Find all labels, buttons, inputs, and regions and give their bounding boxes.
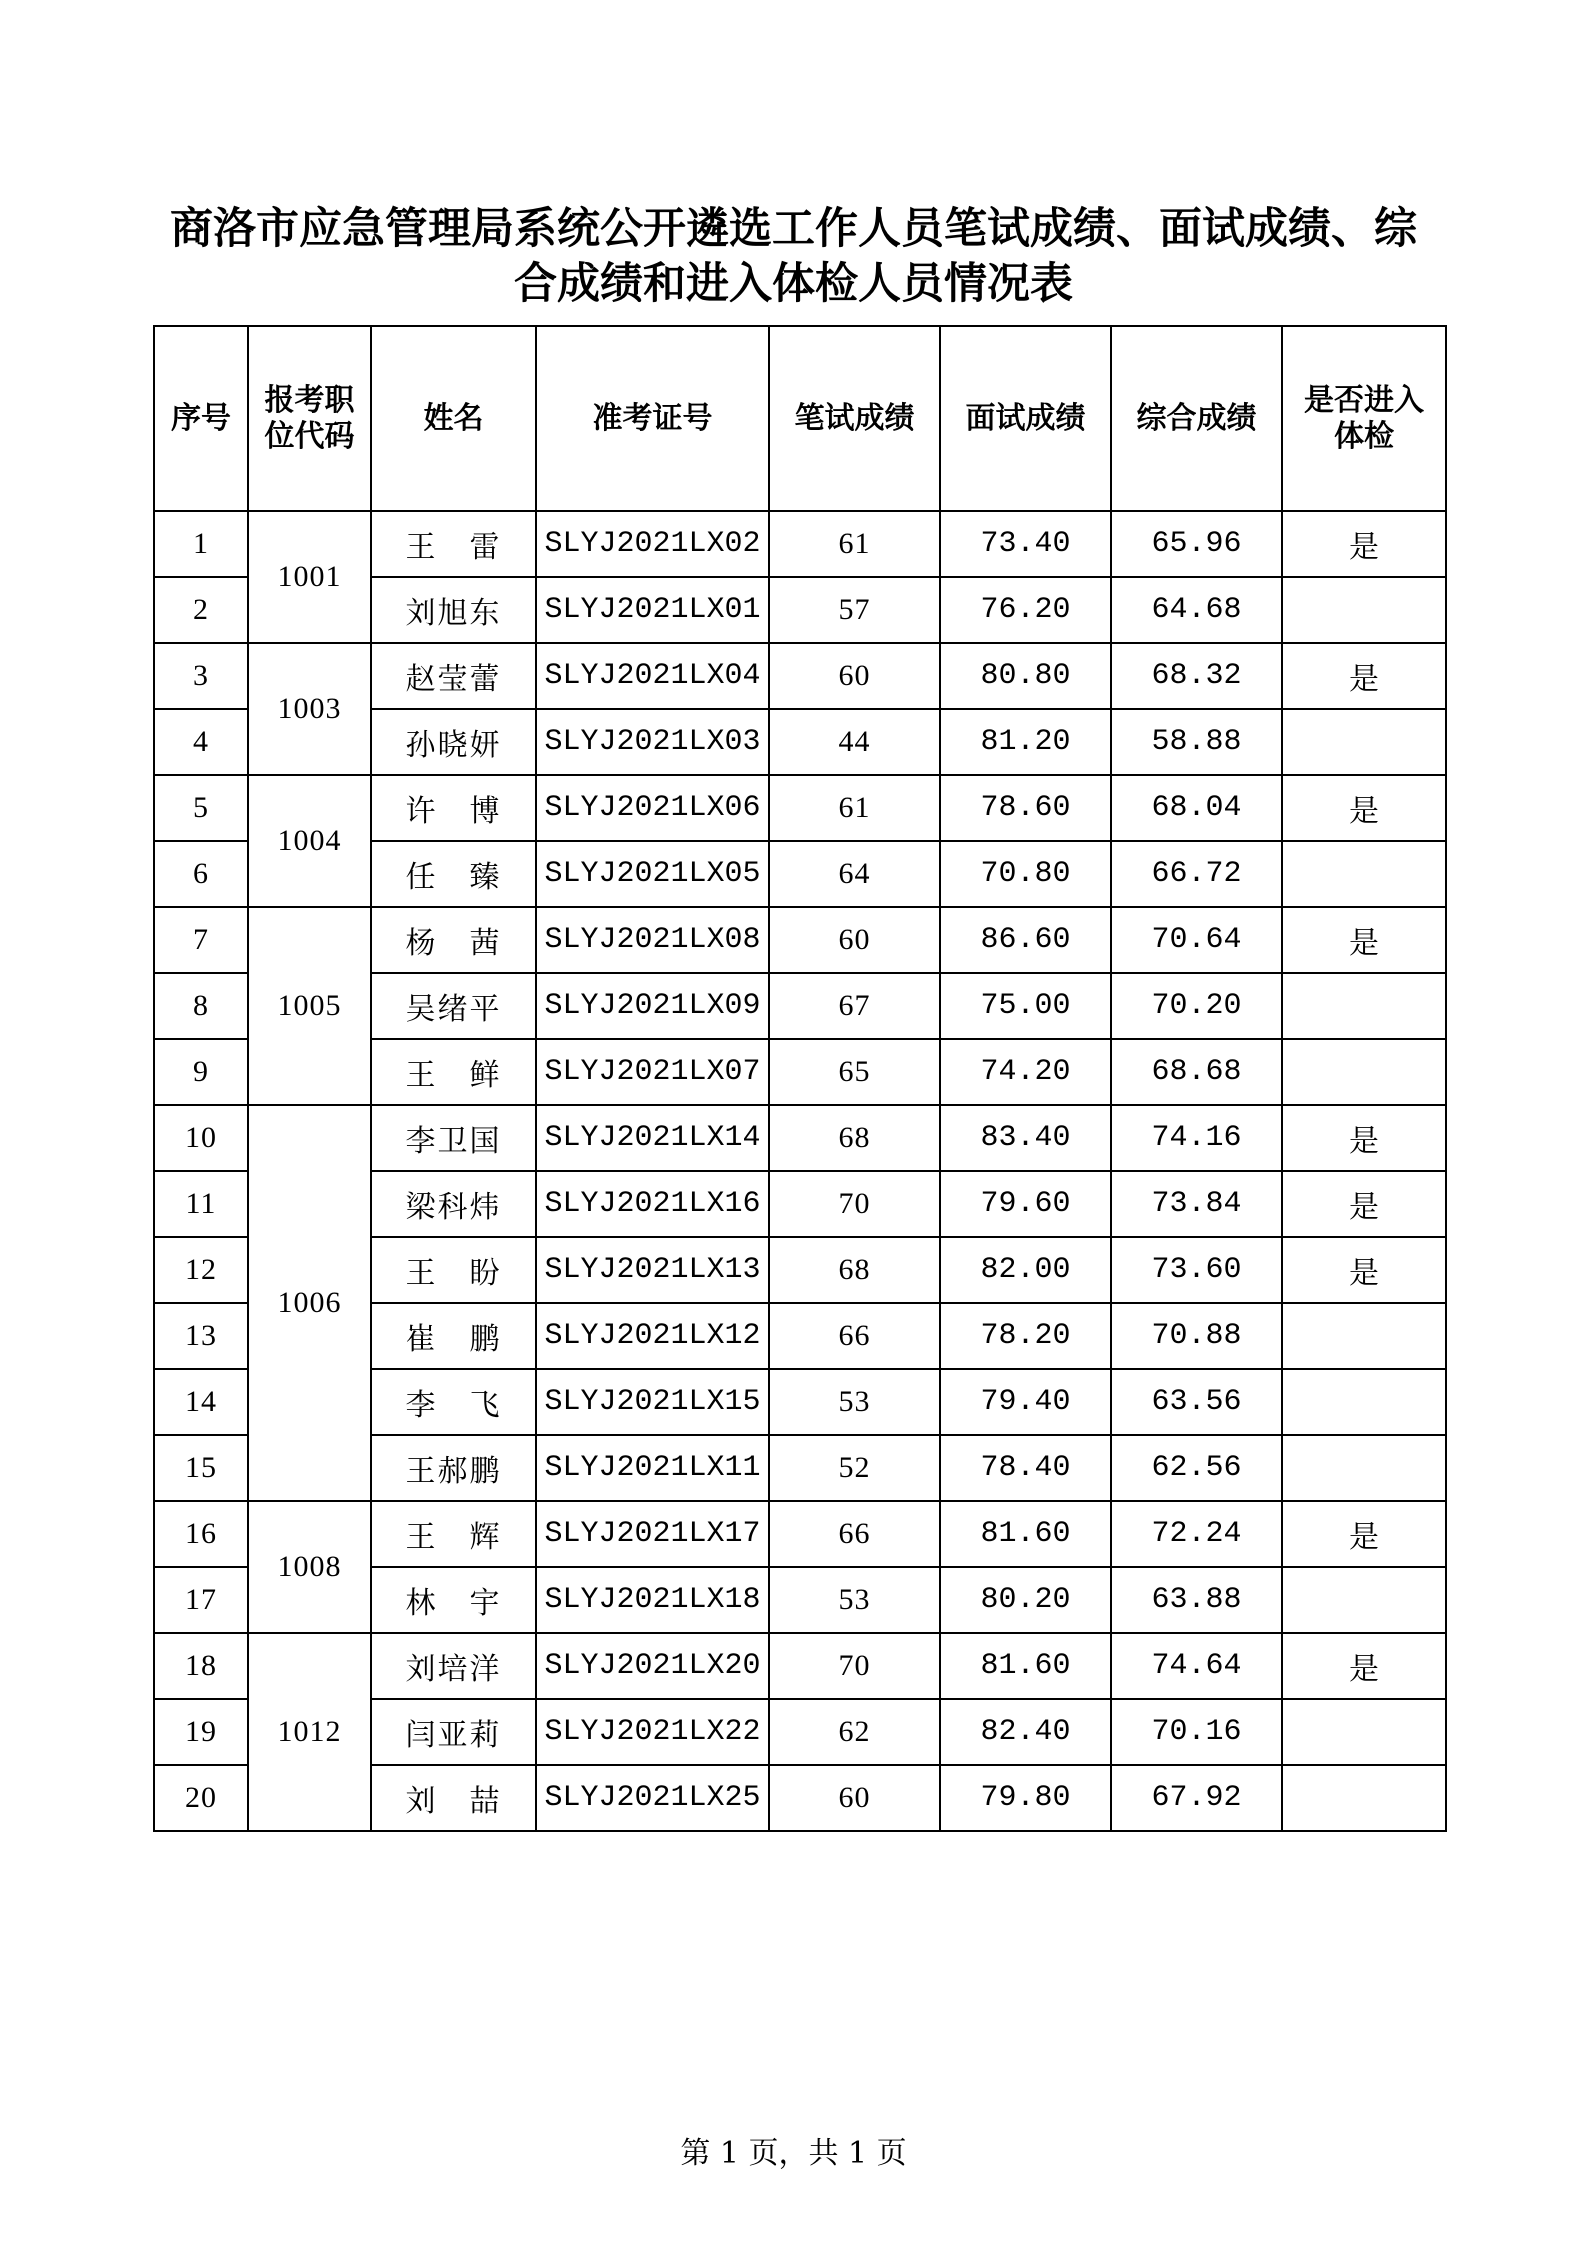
cell-written-score: 44 — [769, 709, 940, 775]
cell-name: 梁科炜 — [371, 1171, 536, 1237]
cell-physical-exam: 是 — [1282, 1633, 1446, 1699]
cell-ticket: SLYJ2021LX03 — [536, 709, 769, 775]
cell-ticket: SLYJ2021LX25 — [536, 1765, 769, 1831]
cell-written-score: 66 — [769, 1501, 940, 1567]
cell-seq: 14 — [154, 1369, 248, 1435]
cell-name: 王郝鹏 — [371, 1435, 536, 1501]
cell-ticket: SLYJ2021LX15 — [536, 1369, 769, 1435]
cell-seq: 15 — [154, 1435, 248, 1501]
cell-written-score: 70 — [769, 1633, 940, 1699]
cell-name: 刘培洋 — [371, 1633, 536, 1699]
score-table — [153, 325, 1447, 1832]
cell-physical-exam — [1282, 973, 1446, 1039]
header-row — [154, 326, 1446, 511]
cell-seq: 7 — [154, 907, 248, 973]
cell-total-score: 70.64 — [1111, 907, 1282, 973]
cell-total-score: 74.16 — [1111, 1105, 1282, 1171]
cell-total-score: 68.32 — [1111, 643, 1282, 709]
cell-written-score: 53 — [769, 1369, 940, 1435]
cell-name: 崔 鹏 — [371, 1303, 536, 1369]
cell-written-score: 53 — [769, 1567, 940, 1633]
cell-physical-exam — [1282, 1369, 1446, 1435]
cell-physical-exam: 是 — [1282, 775, 1446, 841]
table-row — [154, 907, 1446, 973]
cell-interview-score: 75.00 — [940, 973, 1111, 1039]
cell-seq: 1 — [154, 511, 248, 577]
cell-written-score: 67 — [769, 973, 940, 1039]
table-row — [154, 643, 1446, 709]
cell-seq: 18 — [154, 1633, 248, 1699]
header-position-code: 报考职位代码 — [248, 326, 371, 511]
cell-name: 王 辉 — [371, 1501, 536, 1567]
cell-ticket: SLYJ2021LX14 — [536, 1105, 769, 1171]
cell-interview-score: 80.20 — [940, 1567, 1111, 1633]
cell-written-score: 60 — [769, 1765, 940, 1831]
cell-interview-score: 82.40 — [940, 1699, 1111, 1765]
cell-name: 刘旭东 — [371, 577, 536, 643]
cell-name: 李卫国 — [371, 1105, 536, 1171]
cell-physical-exam — [1282, 1699, 1446, 1765]
cell-interview-score: 79.40 — [940, 1369, 1111, 1435]
cell-total-score: 62.56 — [1111, 1435, 1282, 1501]
cell-physical-exam — [1282, 1765, 1446, 1831]
header-interview-score: 面试成绩 — [940, 326, 1111, 511]
cell-interview-score: 81.60 — [940, 1633, 1111, 1699]
cell-name: 孙晓妍 — [371, 709, 536, 775]
cell-physical-exam — [1282, 1567, 1446, 1633]
cell-total-score: 68.68 — [1111, 1039, 1282, 1105]
cell-total-score: 70.20 — [1111, 973, 1282, 1039]
cell-physical-exam — [1282, 1303, 1446, 1369]
cell-seq: 4 — [154, 709, 248, 775]
cell-interview-score: 81.20 — [940, 709, 1111, 775]
cell-ticket: SLYJ2021LX13 — [536, 1237, 769, 1303]
cell-ticket: SLYJ2021LX09 — [536, 973, 769, 1039]
header-name: 姓名 — [371, 326, 536, 511]
cell-position-code: 1012 — [248, 1633, 371, 1831]
cell-seq: 10 — [154, 1105, 248, 1171]
header-written-score: 笔试成绩 — [769, 326, 940, 511]
table-row — [154, 775, 1446, 841]
cell-written-score: 66 — [769, 1303, 940, 1369]
cell-physical-exam: 是 — [1282, 1105, 1446, 1171]
cell-name: 任 臻 — [371, 841, 536, 907]
cell-seq: 5 — [154, 775, 248, 841]
cell-total-score: 73.84 — [1111, 1171, 1282, 1237]
cell-total-score: 72.24 — [1111, 1501, 1282, 1567]
cell-ticket: SLYJ2021LX01 — [536, 577, 769, 643]
cell-written-score: 65 — [769, 1039, 940, 1105]
cell-interview-score: 78.60 — [940, 775, 1111, 841]
cell-seq: 9 — [154, 1039, 248, 1105]
cell-physical-exam — [1282, 709, 1446, 775]
table-row — [154, 1501, 1446, 1567]
table-row — [154, 1105, 1446, 1171]
document-title — [150, 202, 1437, 312]
cell-physical-exam: 是 — [1282, 511, 1446, 577]
cell-total-score: 70.88 — [1111, 1303, 1282, 1369]
cell-ticket: SLYJ2021LX05 — [536, 841, 769, 907]
cell-total-score: 58.88 — [1111, 709, 1282, 775]
cell-written-score: 68 — [769, 1105, 940, 1171]
cell-seq: 12 — [154, 1237, 248, 1303]
cell-physical-exam — [1282, 1039, 1446, 1105]
cell-interview-score: 79.60 — [940, 1171, 1111, 1237]
table-row — [154, 511, 1446, 577]
score-table-body — [154, 511, 1446, 1831]
cell-ticket: SLYJ2021LX07 — [536, 1039, 769, 1105]
cell-interview-score: 83.40 — [940, 1105, 1111, 1171]
cell-seq: 13 — [154, 1303, 248, 1369]
cell-position-code: 1001 — [248, 511, 371, 643]
title-line-2: 合成绩和进入体检人员情况表 — [514, 259, 1073, 309]
cell-interview-score: 81.60 — [940, 1501, 1111, 1567]
cell-total-score: 66.72 — [1111, 841, 1282, 907]
page-footer: 第 1 页，共 1 页 — [680, 2136, 907, 2171]
cell-ticket: SLYJ2021LX16 — [536, 1171, 769, 1237]
cell-written-score: 68 — [769, 1237, 940, 1303]
cell-position-code: 1006 — [248, 1105, 371, 1501]
cell-physical-exam — [1282, 577, 1446, 643]
cell-ticket: SLYJ2021LX04 — [536, 643, 769, 709]
cell-ticket: SLYJ2021LX11 — [536, 1435, 769, 1501]
cell-ticket: SLYJ2021LX12 — [536, 1303, 769, 1369]
cell-name: 王 雷 — [371, 511, 536, 577]
cell-total-score: 63.56 — [1111, 1369, 1282, 1435]
cell-position-code: 1004 — [248, 775, 371, 907]
cell-written-score: 70 — [769, 1171, 940, 1237]
cell-total-score: 68.04 — [1111, 775, 1282, 841]
cell-seq: 6 — [154, 841, 248, 907]
cell-ticket: SLYJ2021LX18 — [536, 1567, 769, 1633]
cell-ticket: SLYJ2021LX08 — [536, 907, 769, 973]
cell-seq: 19 — [154, 1699, 248, 1765]
cell-ticket: SLYJ2021LX20 — [536, 1633, 769, 1699]
table-row — [154, 1633, 1446, 1699]
cell-name: 杨 茜 — [371, 907, 536, 973]
cell-total-score: 64.68 — [1111, 577, 1282, 643]
cell-physical-exam: 是 — [1282, 1237, 1446, 1303]
header-ticket: 准考证号 — [536, 326, 769, 511]
cell-total-score: 74.64 — [1111, 1633, 1282, 1699]
cell-seq: 20 — [154, 1765, 248, 1831]
cell-written-score: 57 — [769, 577, 940, 643]
cell-ticket: SLYJ2021LX06 — [536, 775, 769, 841]
cell-physical-exam — [1282, 841, 1446, 907]
cell-ticket: SLYJ2021LX17 — [536, 1501, 769, 1567]
cell-written-score: 61 — [769, 775, 940, 841]
cell-total-score: 67.92 — [1111, 1765, 1282, 1831]
cell-name: 赵莹蕾 — [371, 643, 536, 709]
cell-seq: 17 — [154, 1567, 248, 1633]
cell-name: 王 鲜 — [371, 1039, 536, 1105]
cell-seq: 8 — [154, 973, 248, 1039]
cell-interview-score: 73.40 — [940, 511, 1111, 577]
cell-name: 林 宇 — [371, 1567, 536, 1633]
cell-written-score: 61 — [769, 511, 940, 577]
cell-position-code: 1003 — [248, 643, 371, 775]
cell-written-score: 60 — [769, 643, 940, 709]
cell-interview-score: 76.20 — [940, 577, 1111, 643]
cell-seq: 2 — [154, 577, 248, 643]
cell-total-score: 63.88 — [1111, 1567, 1282, 1633]
cell-name: 吴绪平 — [371, 973, 536, 1039]
cell-ticket: SLYJ2021LX22 — [536, 1699, 769, 1765]
cell-name: 许 博 — [371, 775, 536, 841]
cell-position-code: 1008 — [248, 1501, 371, 1633]
cell-interview-score: 82.00 — [940, 1237, 1111, 1303]
cell-seq: 11 — [154, 1171, 248, 1237]
cell-physical-exam: 是 — [1282, 643, 1446, 709]
cell-written-score: 64 — [769, 841, 940, 907]
cell-interview-score: 70.80 — [940, 841, 1111, 907]
cell-physical-exam: 是 — [1282, 1171, 1446, 1237]
header-total-score: 综合成绩 — [1111, 326, 1282, 511]
cell-written-score: 60 — [769, 907, 940, 973]
cell-total-score: 65.96 — [1111, 511, 1282, 577]
cell-physical-exam: 是 — [1282, 1501, 1446, 1567]
cell-position-code: 1005 — [248, 907, 371, 1105]
cell-seq: 16 — [154, 1501, 248, 1567]
cell-written-score: 52 — [769, 1435, 940, 1501]
header-physical-exam: 是否进入体检 — [1282, 326, 1446, 511]
title-line-1: 商洛市应急管理局系统公开遴选工作人员笔试成绩、面试成绩、综 — [170, 204, 1417, 254]
cell-physical-exam — [1282, 1435, 1446, 1501]
cell-interview-score: 78.20 — [940, 1303, 1111, 1369]
cell-name: 李 飞 — [371, 1369, 536, 1435]
cell-interview-score: 78.40 — [940, 1435, 1111, 1501]
cell-name: 刘 喆 — [371, 1765, 536, 1831]
cell-written-score: 62 — [769, 1699, 940, 1765]
cell-interview-score: 80.80 — [940, 643, 1111, 709]
header-seq: 序号 — [154, 326, 248, 511]
cell-total-score: 73.60 — [1111, 1237, 1282, 1303]
cell-physical-exam: 是 — [1282, 907, 1446, 973]
cell-name: 闫亚莉 — [371, 1699, 536, 1765]
cell-seq: 3 — [154, 643, 248, 709]
cell-interview-score: 86.60 — [940, 907, 1111, 973]
cell-interview-score: 79.80 — [940, 1765, 1111, 1831]
cell-name: 王 盼 — [371, 1237, 536, 1303]
cell-total-score: 70.16 — [1111, 1699, 1282, 1765]
cell-ticket: SLYJ2021LX02 — [536, 511, 769, 577]
cell-interview-score: 74.20 — [940, 1039, 1111, 1105]
